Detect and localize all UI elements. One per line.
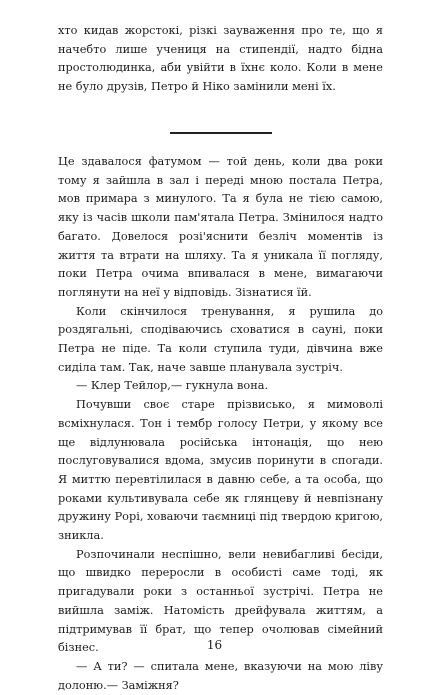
body-text-block <box>58 153 383 695</box>
intro-text-block <box>58 22 383 97</box>
intro-paragraph: хто кидав жорстокі, різкі зауваження про те, що я начебто лише учениця на стипендії, надто бідна простолюдинка, аби увійти в їхнє коло. Коли в мене не було друзів, Петро й Ніко замінили мені їх. <box>58 24 383 94</box>
paragraph-4: Почувши своє старе прізвисько, я мимоволі всміхнулася. Тон і тембр голосу Петри, у якому все ще відлунювала російська інтонація, що нею послуговувалися вдома, змусив поринути в спогади. Я миттю перевтілилася в давню себе, а та особа, що роками культивувала себе як глянцеву й невпізнану дружину Рорі, ховаючи таємниці під твердою кригою, зникла. <box>58 398 383 543</box>
paragraph-5: Розпочинали неспішно, вели невибагливі бесіди, що швидко переросли в особисті саме тоді, як пригадували роки з останньої зустрічі. Петра не вийшла заміж. Натомість дрейфувала життям, а підтримував її брат, що тепер очолював сімейний бізнес. <box>58 547 383 655</box>
paragraph-3: — Клер Тейлор,— гукнула вона. <box>76 379 269 393</box>
paragraph-6: — А ти? — спитала мене, вказуючи на мою ліву долоню.— Заміжня? <box>58 659 383 692</box>
paragraph-1: Це здавалося фатумом — той день, коли два роки тому я зайшла в зал і переді мною постала Петра, мов примара з минулого. Та я була не тією самою, яку із часів школи пам'ятала Петра. Змінилося надто багато. Довелося розі'яснити безліч моментів із життя та втрати на шляху. Та я уникала її погляду, поки Петра очима впивалася в мене, вимагаючи поглянути на неї у відповідь. Зізнатися їй. <box>58 155 383 299</box>
section-divider <box>170 132 272 134</box>
page-number: 16 <box>206 638 223 652</box>
paragraph-2: Коли скінчилося тренування, я рушила до роздягальні, сподіваючись сховатися в сауні, поки Петра не піде. Та коли ступила туди, дівчина вже сиділа там. Так, наче завше планувала зустріч. <box>58 304 383 374</box>
